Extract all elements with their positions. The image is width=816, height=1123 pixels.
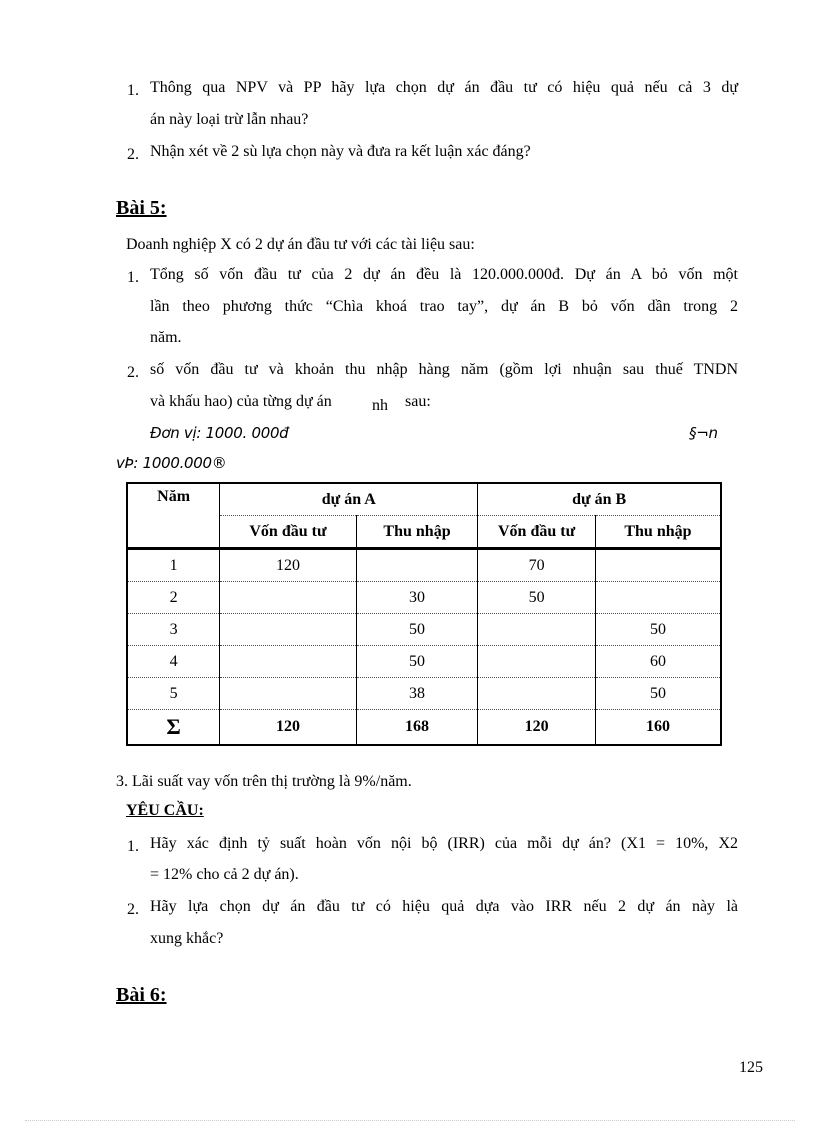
header-a-income: Thu nhập (356, 516, 478, 549)
paragraph-line: và khấu hao) của từng dự án (150, 393, 332, 410)
requirements-heading: YÊU CẦU: (126, 802, 204, 819)
paragraph-line: năm. (150, 329, 182, 346)
cell-a-income: 50 (356, 646, 478, 678)
section-heading: Bài 6: (116, 984, 167, 1006)
cell-b-investment: 50 (478, 582, 596, 614)
cell-b-income: 50 (595, 678, 721, 710)
cell-a-investment (220, 646, 357, 678)
list-number: 2. (127, 364, 139, 381)
list-number: 1. (127, 82, 139, 99)
cell-a-income (356, 549, 478, 582)
cell-year: 3 (127, 614, 220, 646)
section-heading: Bài 5: (116, 197, 167, 219)
intro-text: Doanh nghiệp X có 2 dự án đầu tư với các tài liệu sau: (126, 236, 475, 253)
unit-label: Đơn vị: 1000. 000đ (150, 424, 289, 442)
paragraph-line: xung khắc? (150, 930, 224, 947)
sum-b-income: 160 (595, 710, 721, 746)
cell-year: 2 (127, 582, 220, 614)
paragraph-line: án này loại trừ lẫn nhau? (150, 111, 309, 128)
list-number: 1. (127, 269, 139, 286)
paragraph-line: Nhận xét về 2 sù lựa chọn này và đưa ra kết luận xác đáng? (150, 143, 531, 160)
cell-a-investment (220, 678, 357, 710)
cell-b-income: 60 (595, 646, 721, 678)
cell-a-income: 50 (356, 614, 478, 646)
sum-a-investment: 120 (220, 710, 357, 746)
unit-label-garbled: vÞ: 1000.000® (116, 454, 227, 472)
cell-b-income (595, 549, 721, 582)
cell-a-income: 30 (356, 582, 478, 614)
cell-b-investment (478, 614, 596, 646)
footer-divider (25, 1120, 795, 1121)
sum-b-investment: 120 (478, 710, 596, 746)
list-number: 2. (127, 901, 139, 918)
header-b-income: Thu nhập (595, 516, 721, 549)
header-project-b: dự án B (478, 483, 721, 516)
page-number: 125 (739, 1059, 763, 1076)
paragraph-line: 3. Lãi suất vay vốn trên thị trường là 9%/năm. (116, 773, 412, 790)
paragraph-line: lần theo phương thức “Chìa khoá trao tay”, dự án B bỏ vốn dần trong 2 (150, 298, 738, 315)
cell-b-investment (478, 646, 596, 678)
paragraph-line: nh (372, 397, 388, 414)
table-sum-row (127, 710, 721, 746)
header-b-investment: Vốn đầu tư (478, 516, 596, 549)
table-row (127, 614, 721, 646)
cell-b-income (595, 582, 721, 614)
paragraph-line: số vốn đầu tư và khoản thu nhập hàng năm (gồm lợi nhuận sau thuế TNDN (150, 361, 738, 378)
paragraph-line: = 12% cho cả 2 dự án). (150, 866, 299, 883)
paragraph-line: Thông qua NPV và PP hãy lựa chọn dự án đầu tư có hiệu quả nếu cả 3 dự (150, 79, 738, 96)
cell-b-investment (478, 678, 596, 710)
paragraph-line: Hãy xác định tỷ suất hoàn vốn nội bộ (IRR) của mỗi dự án? (X1 = 10%, X2 (150, 835, 738, 852)
cell-year: 4 (127, 646, 220, 678)
cell-b-income: 50 (595, 614, 721, 646)
list-number: 1. (127, 838, 139, 855)
table-row (127, 582, 721, 614)
cell-year: 1 (127, 549, 220, 582)
cell-year: 5 (127, 678, 220, 710)
investment-table (126, 482, 722, 746)
table-row (127, 646, 721, 678)
unit-label-garbled: §¬n (689, 424, 718, 442)
list-number: 2. (127, 146, 139, 163)
cell-a-investment (220, 614, 357, 646)
table-row (127, 678, 721, 710)
header-project-a: dự án A (220, 483, 478, 516)
header-a-investment: Vốn đầu tư (220, 516, 357, 549)
cell-b-investment: 70 (478, 549, 596, 582)
sum-symbol: Σ (127, 710, 220, 746)
paragraph-line: Tổng số vốn đầu tư của 2 dự án đều là 120.000.000đ. Dự án A bỏ vốn một (150, 266, 738, 283)
paragraph-line: sau: (405, 393, 431, 410)
header-year: Năm (127, 483, 220, 549)
cell-a-investment (220, 582, 357, 614)
cell-a-income: 38 (356, 678, 478, 710)
paragraph-line: Hãy lựa chọn dự án đầu tư có hiệu quả dựa vào IRR nếu 2 dự án này là (150, 898, 738, 915)
table-row (127, 549, 721, 582)
sum-a-income: 168 (356, 710, 478, 746)
cell-a-investment: 120 (220, 549, 357, 582)
